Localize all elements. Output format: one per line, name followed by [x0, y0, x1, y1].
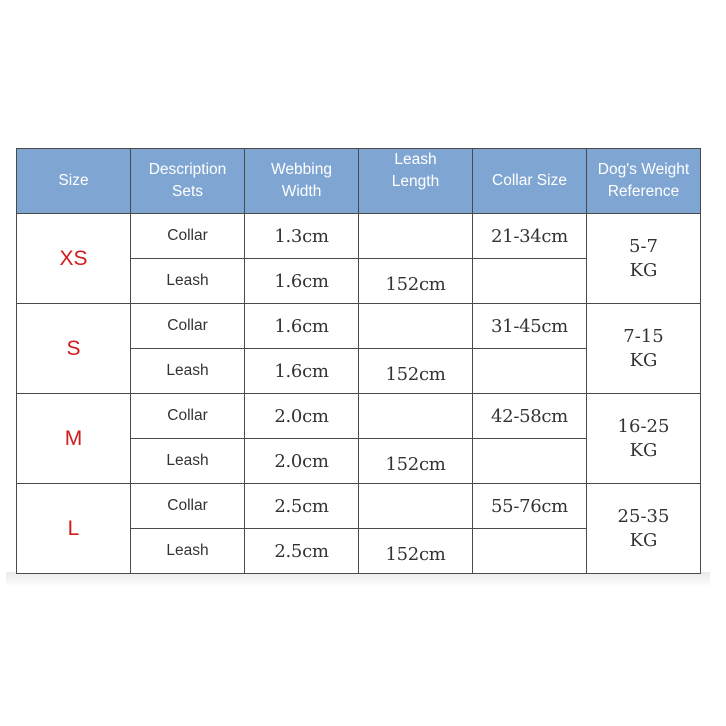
collar-size-cell	[473, 529, 587, 574]
collar-size-cell	[473, 349, 587, 394]
header-dogs-weight-reference: Dog's Weight Reference	[587, 149, 701, 214]
webbing-width-cell: 2.0cm	[245, 439, 359, 484]
webbing-width-cell: 1.6cm	[245, 349, 359, 394]
leash-length-cell	[359, 394, 473, 439]
table-row	[17, 214, 701, 259]
size-label: M	[17, 394, 131, 484]
leash-length-cell: 152cm	[359, 529, 473, 574]
leash-length-cell: 152cm	[359, 439, 473, 484]
leash-length-cell	[359, 304, 473, 349]
weight-reference-cell: 5-7 KG	[587, 214, 701, 304]
description-cell: Leash	[131, 529, 245, 574]
collar-size-cell	[473, 259, 587, 304]
header-row	[17, 149, 701, 214]
size-label: L	[17, 484, 131, 574]
collar-size-cell: 21-34cm	[473, 214, 587, 259]
weight-reference-cell: 7-15 KG	[587, 304, 701, 394]
description-cell: Collar	[131, 394, 245, 439]
collar-size-cell	[473, 439, 587, 484]
header-size: Size	[17, 149, 131, 214]
weight-reference-cell: 16-25 KG	[587, 394, 701, 484]
webbing-width-cell: 1.6cm	[245, 304, 359, 349]
webbing-width-cell: 1.6cm	[245, 259, 359, 304]
webbing-width-cell: 1.3cm	[245, 214, 359, 259]
description-cell: Collar	[131, 304, 245, 349]
header-leash-length: Leash Length	[359, 149, 473, 214]
description-cell: Collar	[131, 214, 245, 259]
webbing-width-cell: 2.0cm	[245, 394, 359, 439]
size-chart-table	[16, 148, 701, 574]
webbing-width-cell: 2.5cm	[245, 529, 359, 574]
table-row	[17, 304, 701, 349]
table-row	[17, 394, 701, 439]
leash-length-cell	[359, 214, 473, 259]
page-shadow	[6, 572, 710, 586]
description-cell: Leash	[131, 259, 245, 304]
collar-size-cell: 55-76cm	[473, 484, 587, 529]
collar-size-cell: 42-58cm	[473, 394, 587, 439]
table-row	[17, 484, 701, 529]
leash-length-cell: 152cm	[359, 349, 473, 394]
description-cell: Collar	[131, 484, 245, 529]
collar-size-cell: 31-45cm	[473, 304, 587, 349]
webbing-width-cell: 2.5cm	[245, 484, 359, 529]
header-collar-size: Collar Size	[473, 149, 587, 214]
weight-reference-cell: 25-35 KG	[587, 484, 701, 574]
size-label: S	[17, 304, 131, 394]
header-webbing-width: Webbing Width	[245, 149, 359, 214]
leash-length-cell: 152cm	[359, 259, 473, 304]
description-cell: Leash	[131, 439, 245, 484]
header-description-sets: Description Sets	[131, 149, 245, 214]
description-cell: Leash	[131, 349, 245, 394]
size-label: XS	[17, 214, 131, 304]
leash-length-cell	[359, 484, 473, 529]
